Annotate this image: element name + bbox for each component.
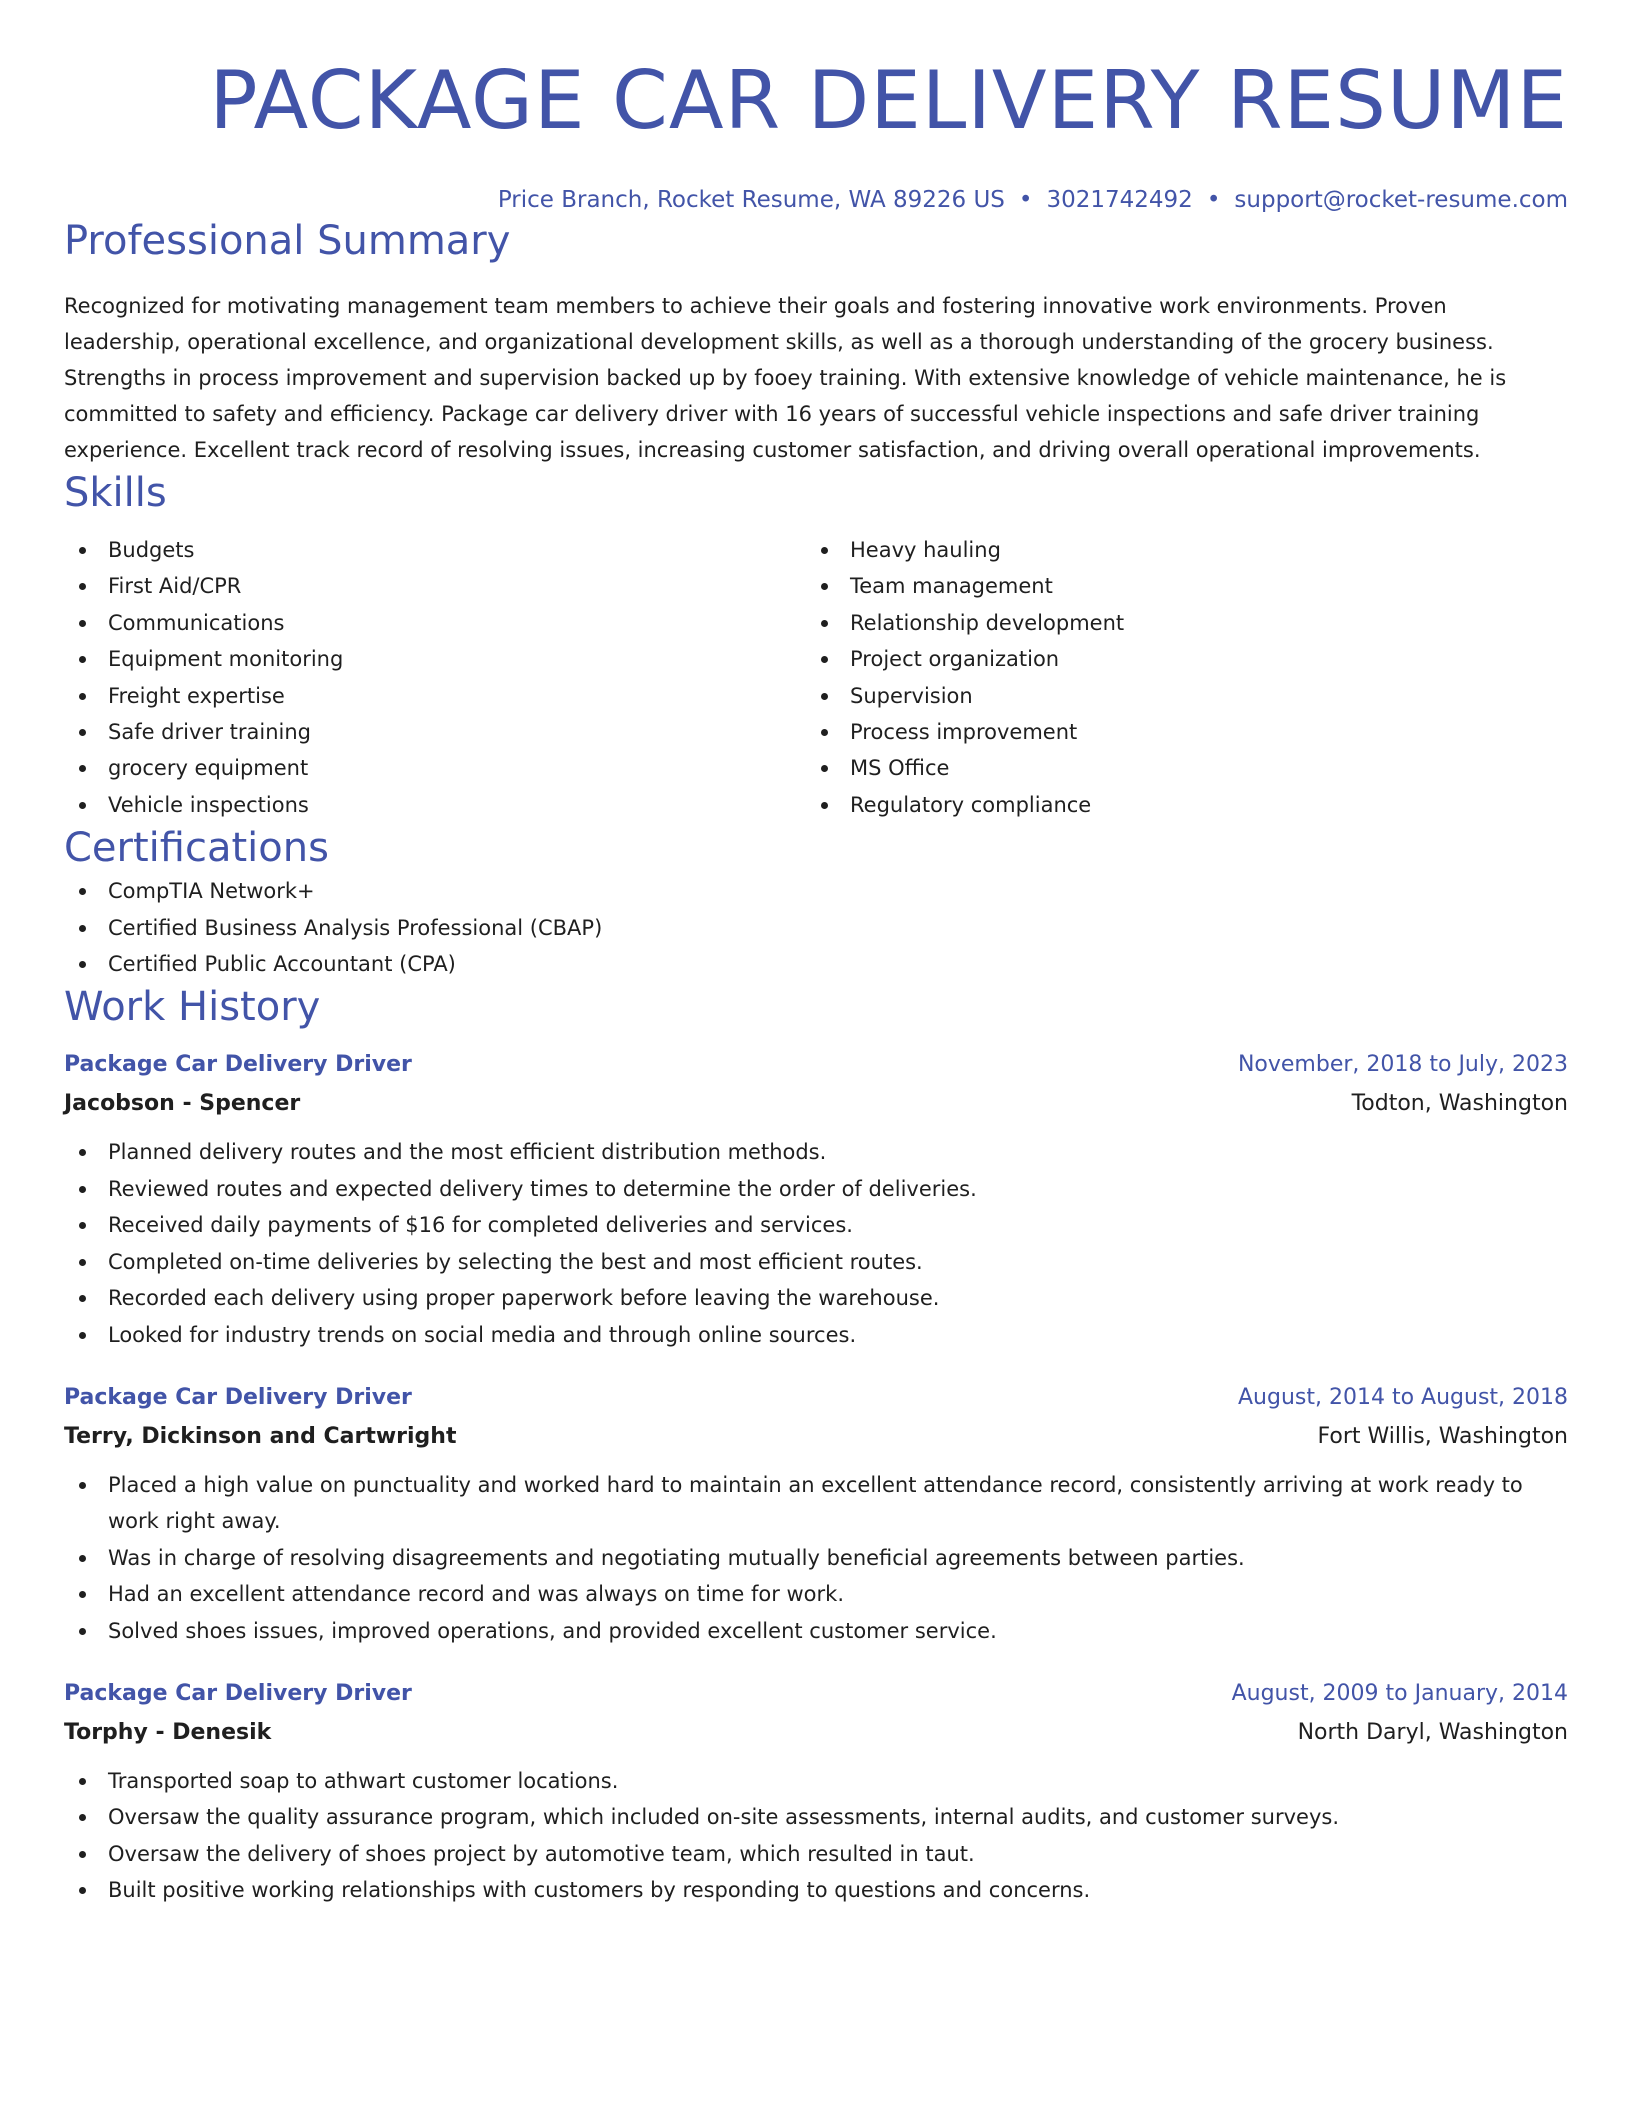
job-company-row <box>64 1417 1568 1457</box>
job-duty: Placed a high value on punctuality and worked hard to maintain an excellent attendance record, consistently arriving at work ready to work right away. <box>64 1467 1568 1540</box>
job-duty: Transported soap to athwart customer locations. <box>64 1763 1568 1799</box>
job-duty: Completed on-time deliveries by selecting the best and most efficient routes. <box>64 1244 1568 1280</box>
job-company-row <box>64 1084 1568 1124</box>
certifications-heading: Certifications <box>64 825 329 872</box>
job-duty: Oversaw the quality assurance program, which included on-site assessments, internal audits, and customer surveys. <box>64 1799 1568 1835</box>
job-title-row <box>64 1379 1568 1417</box>
skill-item: Relationship development <box>806 605 1548 641</box>
skill-item: First Aid/CPR <box>64 568 806 604</box>
job-location: North Daryl, Washington <box>1297 1719 1568 1745</box>
phone: 3021742492 <box>1046 187 1193 213</box>
job-company-row <box>64 1713 1568 1753</box>
skill-item: Safe driver training <box>64 714 806 750</box>
job-duty: Reviewed routes and expected delivery times to determine the order of deliveries. <box>64 1171 1568 1207</box>
job-title-row <box>64 1046 1568 1084</box>
job-duty: Recorded each delivery using proper paperwork before leaving the warehouse. <box>64 1280 1568 1316</box>
skill-item: Budgets <box>64 532 806 568</box>
work-history-heading: Work History <box>64 984 321 1031</box>
job-company: Terry, Dickinson and Cartwright <box>64 1423 457 1449</box>
separator: • <box>1206 187 1221 213</box>
job-title-row <box>64 1675 1568 1713</box>
certifications-list <box>64 873 1568 982</box>
skill-item: Heavy hauling <box>806 532 1548 568</box>
skill-item: Team management <box>806 568 1548 604</box>
job-dates: August, 2014 to August, 2018 <box>1238 1384 1568 1410</box>
job-duties <box>64 1467 1568 1649</box>
job-dates: November, 2018 to July, 2023 <box>1237 1052 1568 1078</box>
summary-heading: Professional Summary <box>64 218 511 264</box>
job-duty: Received daily payments of $16 for completed deliveries and services. <box>64 1207 1568 1243</box>
skill-item: Supervision <box>806 678 1548 714</box>
job-entry <box>64 1379 1568 1649</box>
skill-item: MS Office <box>806 750 1548 786</box>
separator: • <box>1018 187 1033 213</box>
skills-columns <box>64 532 1568 823</box>
skill-item: Vehicle inspections <box>64 787 806 823</box>
job-dates: August, 2009 to January, 2014 <box>1231 1680 1568 1706</box>
job-duty: Oversaw the delivery of shoes project by automotive team, which resulted in taut. <box>64 1836 1568 1872</box>
certification-item: Certified Public Accountant (CPA) <box>64 946 1568 982</box>
job-company: Torphy - Denesik <box>64 1719 272 1745</box>
job-duty: Built positive working relationships with customers by responding to questions and concerns. <box>64 1872 1568 1908</box>
job-duty: Solved shoes issues, improved operations, and provided excellent customer service. <box>64 1613 1568 1649</box>
skill-item: Communications <box>64 605 806 641</box>
summary-text: Recognized for motivating management team members to achieve their goals and fostering innovative work environments. Proven leadership, operational excellence, and organizational development skills, as well as a thorough understanding of the grocery business. Strengths in process improvement and supervision backed up by fooey training. With extensive knowledge of vehicle maintenance, he is committed to safety and efficiency. Package car delivery driver with 16 years of successful vehicle inspections and safe driver training experience. Excellent track record of resolving issues, increasing customer satisfaction, and driving overall operational improvements. <box>64 294 1507 462</box>
resume-page <box>64 0 1568 1909</box>
job-entry <box>64 1675 1568 1909</box>
job-duties <box>64 1134 1568 1352</box>
job-location: Fort Willis, Washington <box>1317 1423 1568 1449</box>
skills-heading: Skills <box>64 470 167 516</box>
skill-item: grocery equipment <box>64 750 806 786</box>
job-title: Package Car Delivery Driver <box>64 1052 412 1078</box>
email-link[interactable]: support@rocket-resume.com <box>1234 187 1568 213</box>
certification-item: Certified Business Analysis Professional (CBAP) <box>64 910 1568 946</box>
job-title: Package Car Delivery Driver <box>64 1384 412 1410</box>
address: Price Branch, Rocket Resume, WA 89226 US <box>497 187 1005 213</box>
skill-item: Project organization <box>806 641 1548 677</box>
job-duties <box>64 1763 1568 1909</box>
skill-item: Freight expertise <box>64 678 806 714</box>
job-duty: Looked for industry trends on social media and through online sources. <box>64 1317 1568 1353</box>
skills-list-right <box>806 532 1548 823</box>
job-entry <box>64 1046 1568 1352</box>
job-location: Todton, Washington <box>1351 1091 1568 1117</box>
certification-item: CompTIA Network+ <box>64 873 1568 909</box>
job-duty: Was in charge of resolving disagreements and negotiating mutually beneficial agreements between parties. <box>64 1540 1568 1576</box>
job-duty: Had an excellent attendance record and was always on time for work. <box>64 1576 1568 1612</box>
job-title: Package Car Delivery Driver <box>64 1680 412 1706</box>
skills-list-left <box>64 532 806 823</box>
skill-item: Equipment monitoring <box>64 641 806 677</box>
skill-item: Regulatory compliance <box>806 787 1548 823</box>
contact-line <box>64 184 1568 216</box>
job-duty: Planned delivery routes and the most efficient distribution methods. <box>64 1134 1568 1170</box>
skill-item: Process improvement <box>806 714 1548 750</box>
job-company: Jacobson - Spencer <box>64 1091 301 1117</box>
resume-title: PACKAGE CAR DELIVERY RESUME <box>209 54 1568 147</box>
